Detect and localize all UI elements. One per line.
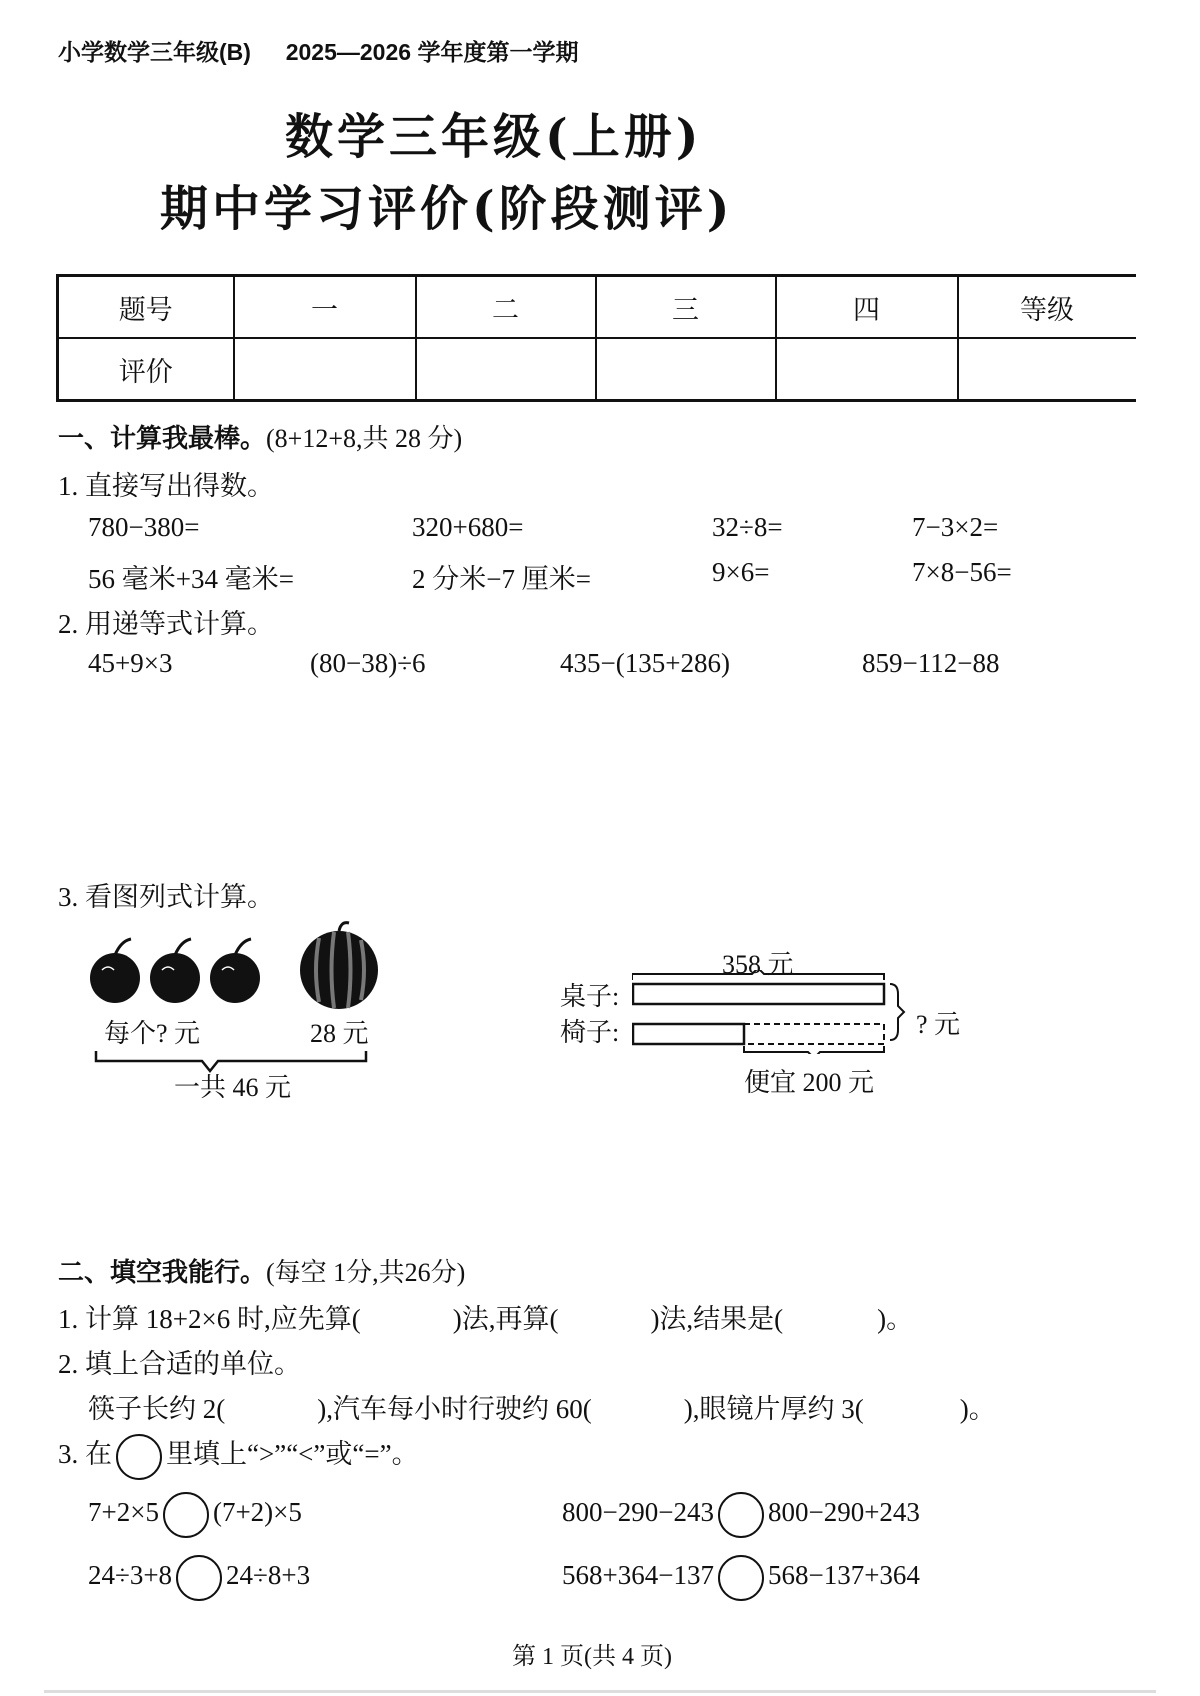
- score-header-cell: 等级: [958, 276, 1136, 339]
- compare-circle[interactable]: [176, 1555, 222, 1601]
- compare-right: (7+2)×5: [212, 1497, 302, 1528]
- q2-2-part-c: ),眼镜片厚约 3(: [683, 1394, 864, 1424]
- stepwise-item: 859−112−88: [862, 648, 1000, 678]
- score-header-cell: 一: [234, 276, 416, 339]
- q1-1-label: 1. 直接写出得数。: [58, 471, 274, 501]
- compare-item: [88, 1555, 310, 1601]
- q2-1-part-b: )法,再算(: [452, 1304, 559, 1334]
- section-1-points: (8+12+8,共 28 分): [266, 424, 463, 453]
- calc-item: 32÷8=: [712, 512, 783, 542]
- title-line-2: 期中学习评价(阶段测评): [160, 181, 734, 237]
- circle-icon: [116, 1434, 162, 1480]
- question-total-label: ? 元: [916, 1010, 961, 1039]
- header-term: 2025—2026 学年度第一学期: [285, 39, 579, 65]
- compare-left: 24÷3+8: [88, 1560, 173, 1591]
- calc-item: 780−380=: [88, 512, 200, 542]
- watermelon-price-label: 28 元: [310, 1019, 369, 1048]
- apple-icon: [90, 939, 140, 1003]
- chair-bar: [633, 1024, 744, 1044]
- bottom-divider: [44, 1690, 1156, 1693]
- calc-item: 7−3×2=: [912, 512, 999, 542]
- q2-3-post: 里填上“>”“<”或“=”。: [166, 1439, 419, 1469]
- calc-item: 320+680=: [412, 512, 524, 542]
- calc-item: 7×8−56=: [912, 557, 1012, 587]
- apple-icon: [210, 939, 260, 1003]
- chair-label: 椅子:: [560, 1018, 620, 1047]
- cheaper-label: 便宜 200 元: [744, 1068, 875, 1097]
- section-1-title: 一、计算我最棒。: [58, 424, 267, 454]
- q2-1-line: [58, 1297, 913, 1336]
- score-table-header-row: [58, 276, 1136, 339]
- q2-1-part-c: )法,结果是(: [650, 1304, 784, 1334]
- apple-icon: [150, 939, 200, 1003]
- desk-price-label: 358 元: [722, 950, 794, 979]
- stepwise-item: 45+9×3: [88, 648, 173, 678]
- section-1-heading: [58, 418, 462, 455]
- total-right-brace: [890, 984, 904, 1040]
- desk-label: 桌子:: [560, 982, 620, 1011]
- score-eval-cell[interactable]: [416, 338, 596, 401]
- score-eval-cell[interactable]: [958, 338, 1136, 401]
- score-eval-cell[interactable]: [234, 338, 416, 401]
- calc-item: 56 毫米+34 毫米=: [88, 564, 294, 594]
- score-eval-cell[interactable]: [776, 338, 958, 401]
- stepwise-item: 435−(135+286): [560, 648, 730, 678]
- compare-right: 568−137+364: [767, 1560, 920, 1591]
- calc-item: 2 分米−7 厘米=: [412, 564, 591, 594]
- score-header-cell: 三: [596, 276, 776, 339]
- score-table: [56, 274, 1136, 402]
- compare-item: [562, 1492, 920, 1538]
- compare-circle[interactable]: [718, 1492, 764, 1538]
- bar-model-figure: [632, 970, 912, 1054]
- score-header-cell: 二: [416, 276, 596, 339]
- q1-2-label: 2. 用递等式计算。: [58, 609, 274, 639]
- calc-item: 9×6=: [712, 557, 770, 587]
- compare-circle[interactable]: [718, 1555, 764, 1601]
- stepwise-item: (80−38)÷6: [310, 648, 426, 678]
- cheaper-brace: [744, 1046, 884, 1054]
- q2-2-part-a: 筷子长约 2(: [88, 1394, 226, 1424]
- compare-circle[interactable]: [163, 1492, 209, 1538]
- q2-2-line: [88, 1387, 996, 1426]
- compare-item: [562, 1555, 920, 1601]
- desk-bar: [633, 984, 884, 1004]
- page-footer: 第 1 页(共 4 页): [512, 1644, 672, 1670]
- q1-3-label: 3. 看图列式计算。: [58, 882, 274, 912]
- section-2-heading: [58, 1252, 465, 1289]
- apple-price-label: 每个? 元: [104, 1019, 201, 1048]
- score-eval-cell[interactable]: [596, 338, 776, 401]
- compare-item: [88, 1492, 302, 1538]
- header-series: 小学数学三年级(B): [58, 39, 251, 65]
- compare-right: 800−290+243: [767, 1497, 920, 1528]
- section-2-title: 二、填空我能行。: [58, 1258, 267, 1288]
- q2-2-label: 2. 填上合适的单位。: [58, 1349, 301, 1379]
- q2-3-pre: 3. 在: [58, 1439, 112, 1469]
- compare-left: 7+2×5: [88, 1497, 159, 1528]
- q2-1-part-d: )。: [877, 1304, 914, 1334]
- compare-left: 568+364−137: [562, 1560, 714, 1591]
- score-header-cell: 四: [776, 276, 958, 339]
- q2-1-part-a: 1. 计算 18+2×6 时,应先算(: [58, 1304, 361, 1334]
- compare-right: 24÷8+3: [226, 1560, 311, 1591]
- q2-2-part-b: ),汽车每小时行驶约 60(: [317, 1394, 592, 1424]
- compare-left: 800−290−243: [562, 1497, 714, 1528]
- q2-3-line: [58, 1432, 419, 1480]
- watermelon-icon: [300, 923, 378, 1009]
- section-2-points: (每空 1分,共26分): [266, 1258, 466, 1287]
- score-header-cell: 题号: [58, 276, 234, 339]
- total-label: 一共 46 元: [174, 1073, 292, 1102]
- score-table-eval-row: [58, 338, 1136, 401]
- header-line: [58, 34, 578, 67]
- q2-2-part-d: )。: [959, 1394, 996, 1424]
- desk-top-brace: [632, 970, 884, 980]
- score-eval-label: 评价: [58, 338, 234, 401]
- difference-dashed-bar: [744, 1024, 884, 1044]
- title-line-1: 数学三年级(上册): [285, 109, 703, 165]
